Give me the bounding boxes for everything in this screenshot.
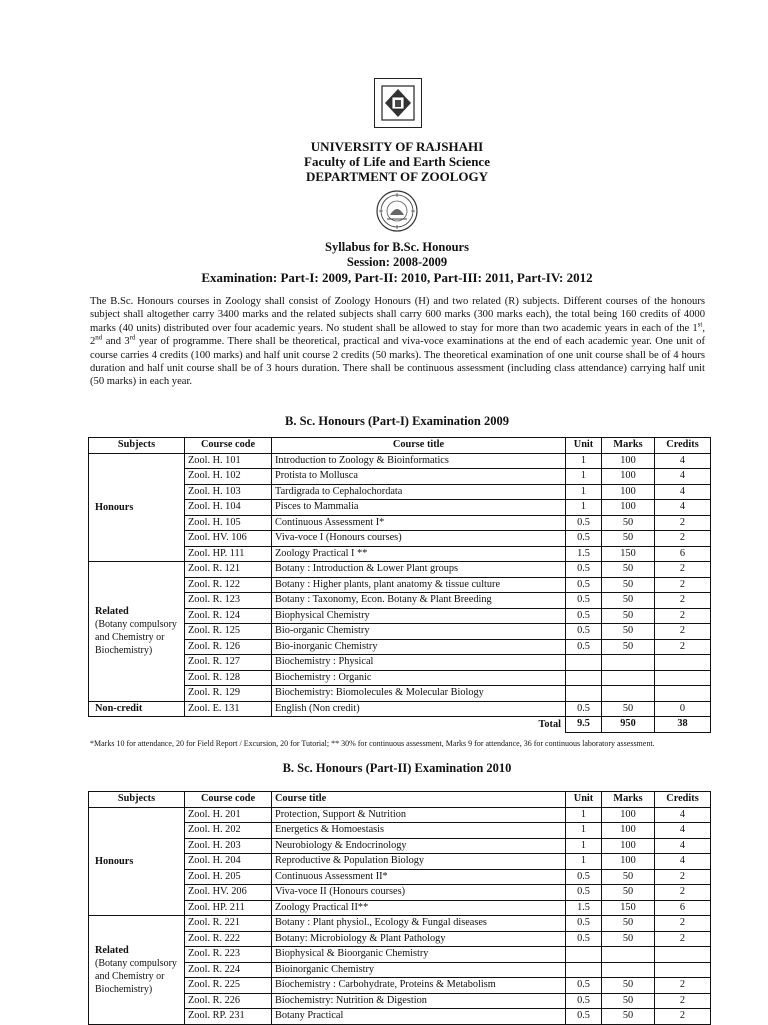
course-code: Zool. H. 205 [185, 869, 272, 885]
course-code: Zool. R. 123 [185, 593, 272, 609]
intro-sup-2: nd [95, 333, 103, 342]
course-title: Zoology Practical I ** [272, 546, 566, 562]
course-title: Biochemistry : Organic [272, 670, 566, 686]
course-code: Zool. R. 128 [185, 670, 272, 686]
credits-value: 2 [655, 931, 711, 947]
unit-value: 0.5 [566, 1009, 602, 1025]
course-code: Zool. R. 225 [185, 978, 272, 994]
intro-paragraph [90, 295, 705, 389]
course-code: Zool. H. 102 [185, 469, 272, 485]
intro-text-3: and 3 [102, 336, 130, 348]
marks-value [602, 670, 655, 686]
unit-value [566, 686, 602, 702]
course-code: Zool. H. 104 [185, 500, 272, 516]
subject-related [89, 916, 185, 1025]
table-header-row [89, 438, 711, 454]
marks-value: 50 [602, 869, 655, 885]
course-code: Zool. R. 223 [185, 947, 272, 963]
course-code: Zool. H. 204 [185, 854, 272, 870]
marks-value: 50 [602, 639, 655, 655]
marks-value [602, 655, 655, 671]
credits-value: 6 [655, 900, 711, 916]
subject-noncredit [89, 701, 185, 717]
credits-value: 2 [655, 531, 711, 547]
course-code: Zool. H. 103 [185, 484, 272, 500]
course-title: Botany Practical [272, 1009, 566, 1025]
subject-related [89, 562, 185, 702]
part2-table [88, 791, 711, 1025]
course-title: Zoology Practical II** [272, 900, 566, 916]
syllabus-session: Session: 2008-2009 [346, 255, 448, 269]
unit-value: 1 [566, 469, 602, 485]
marks-value: 100 [602, 854, 655, 870]
course-code: Zool. HV. 106 [185, 531, 272, 547]
course-title: Introduction to Zoology & Bioinformatics [272, 453, 566, 469]
syllabus-examination: Examination: Part-I: 2009, Part-II: 2010, Part-III: 2011, Part-IV: 2012 [201, 270, 593, 285]
subject-noncredit-label: Non-credit [95, 703, 143, 715]
course-title: Botany : Higher plants, plant anatomy & tissue culture [272, 577, 566, 593]
course-title: Tardigrada to Cephalochordata [272, 484, 566, 500]
course-code: Zool. R. 122 [185, 577, 272, 593]
header-course-title: Course title [272, 438, 566, 454]
credits-value: 2 [655, 869, 711, 885]
unit-value: 0.5 [566, 515, 602, 531]
credits-value: 4 [655, 453, 711, 469]
unit-value: 0.5 [566, 916, 602, 932]
marks-value: 50 [602, 931, 655, 947]
part1-table [88, 437, 711, 733]
faculty-name: Faculty of Life and Earth Science [304, 154, 490, 169]
header-credits: Credits [655, 438, 711, 454]
marks-value [602, 686, 655, 702]
unit-value: 0.5 [566, 869, 602, 885]
marks-value: 100 [602, 823, 655, 839]
marks-value: 150 [602, 546, 655, 562]
course-title: Biochemistry: Nutrition & Digestion [272, 993, 566, 1009]
institution-header [0, 139, 768, 184]
course-code: Zool. H. 105 [185, 515, 272, 531]
unit-value [566, 670, 602, 686]
unit-value: 0.5 [566, 885, 602, 901]
header-credits: Credits [655, 792, 711, 808]
course-code: Zool. R. 224 [185, 962, 272, 978]
course-title: Viva-voce I (Honours courses) [272, 531, 566, 547]
course-code: Zool. R. 124 [185, 608, 272, 624]
credits-value [655, 655, 711, 671]
course-code: Zool. R. 127 [185, 655, 272, 671]
course-code: Zool. H. 203 [185, 838, 272, 854]
table-row [89, 562, 711, 578]
unit-value: 1.5 [566, 546, 602, 562]
marks-value: 50 [602, 515, 655, 531]
course-title: Bioinorganic Chemistry [272, 962, 566, 978]
header-unit: Unit [566, 792, 602, 808]
credits-value: 2 [655, 562, 711, 578]
course-title: Continuous Assessment I* [272, 515, 566, 531]
syllabus-header [0, 240, 768, 285]
course-code: Zool. H. 201 [185, 807, 272, 823]
course-title: Viva-voce II (Honours courses) [272, 885, 566, 901]
credits-value: 2 [655, 608, 711, 624]
unit-value: 0.5 [566, 577, 602, 593]
total-row [89, 717, 711, 733]
credits-value [655, 670, 711, 686]
course-title: English (Non credit) [272, 701, 566, 717]
credits-value: 4 [655, 500, 711, 516]
subject-honours-label: Honours [95, 855, 134, 867]
course-code: Zool. E. 131 [185, 701, 272, 717]
header-course-title: Course title [272, 792, 566, 808]
marks-value: 50 [602, 1009, 655, 1025]
unit-value: 0.5 [566, 608, 602, 624]
credits-value: 4 [655, 484, 711, 500]
syllabus-title: Syllabus for B.Sc. Honours [325, 240, 469, 254]
unit-value: 0.5 [566, 624, 602, 640]
header-subjects: Subjects [89, 792, 185, 808]
university-logo [374, 78, 422, 128]
course-title: Energetics & Homoestasis [272, 823, 566, 839]
table-row [89, 916, 711, 932]
intro-sup-1: st [697, 320, 703, 329]
unit-value: 1 [566, 854, 602, 870]
part1-footnote: *Marks 10 for attendance, 20 for Field Report / Excursion, 20 for Tutorial; ** 30% for continuous assessment, Marks 9 for attendance, 36 for continuous laboratory assessment. [90, 739, 655, 748]
marks-value: 50 [602, 608, 655, 624]
course-title: Bio-organic Chemistry [272, 624, 566, 640]
marks-value: 50 [602, 562, 655, 578]
course-code: Zool. R. 221 [185, 916, 272, 932]
university-logo-icon [381, 85, 415, 121]
unit-value: 0.5 [566, 639, 602, 655]
marks-value: 100 [602, 807, 655, 823]
course-title: Neurobiology & Endocrinology [272, 838, 566, 854]
header-course-code: Course code [185, 438, 272, 454]
course-title: Bio-inorganic Chemistry [272, 639, 566, 655]
course-title: Botany: Microbiology & Plant Pathology [272, 931, 566, 947]
course-title: Continuous Assessment II* [272, 869, 566, 885]
unit-value: 0.5 [566, 993, 602, 1009]
unit-value [566, 655, 602, 671]
subject-related-note: (Botany compulsory and Chemistry or Biochemistry) [95, 619, 177, 657]
header-marks: Marks [602, 438, 655, 454]
marks-value: 50 [602, 916, 655, 932]
intro-text-4: year of programme. There shall be theoretical, practical and viva-voce examinations at the end of each academic year. One unit of course carries 4 credits (100 marks) and half unit course 2 credits (50 marks). The theoretical examination of one unit course shall be of 4 hours duration and half unit course shall be of 3 hours duration. There shall be continuous assessment (including class attendance) carrying half unit (50 marks) in each year. [90, 336, 705, 388]
table-row [89, 701, 711, 717]
header-subjects: Subjects [89, 438, 185, 454]
unit-value [566, 947, 602, 963]
marks-value [602, 962, 655, 978]
subject-honours [89, 453, 185, 562]
unit-value: 1.5 [566, 900, 602, 916]
course-title: Biochemistry : Carbohydrate, Proteins & Metabolism [272, 978, 566, 994]
total-marks: 950 [602, 717, 655, 733]
unit-value: 0.5 [566, 562, 602, 578]
subject-related-note: (Botany compulsory and Chemistry or Biochemistry) [95, 957, 177, 995]
credits-value [655, 962, 711, 978]
header-course-code: Course code [185, 792, 272, 808]
course-title: Biophysical & Bioorganic Chemistry [272, 947, 566, 963]
subject-honours [89, 807, 185, 916]
course-code: Zool. H. 101 [185, 453, 272, 469]
table-header-row [89, 792, 711, 808]
unit-value [566, 962, 602, 978]
department-name: DEPARTMENT OF ZOOLOGY [305, 169, 489, 184]
course-title: Botany : Taxonomy, Econ. Botany & Plant Breeding [272, 593, 566, 609]
credits-value: 4 [655, 469, 711, 485]
marks-value: 100 [602, 469, 655, 485]
unit-value: 0.5 [566, 978, 602, 994]
table-row [89, 453, 711, 469]
total-unit: 9.5 [566, 717, 602, 733]
unit-value: 1 [566, 807, 602, 823]
marks-value: 100 [602, 838, 655, 854]
department-seal-icon [375, 189, 419, 233]
marks-value: 50 [602, 624, 655, 640]
course-code: Zool. H. 202 [185, 823, 272, 839]
credits-value: 2 [655, 624, 711, 640]
subject-honours-label: Honours [95, 501, 134, 513]
credits-value: 4 [655, 854, 711, 870]
credits-value: 2 [655, 993, 711, 1009]
intro-sup-3: rd [129, 333, 136, 342]
marks-value: 50 [602, 885, 655, 901]
unit-value: 1 [566, 484, 602, 500]
marks-value: 50 [602, 978, 655, 994]
course-title: Biochemistry : Physical [272, 655, 566, 671]
marks-value: 50 [602, 701, 655, 717]
course-title: Biophysical Chemistry [272, 608, 566, 624]
marks-value: 100 [602, 453, 655, 469]
credits-value: 4 [655, 838, 711, 854]
university-name: UNIVERSITY OF RAJSHAHI [310, 139, 484, 154]
intro-text-1: The B.Sc. Honours courses in Zoology shall consist of Zoology Honours (H) and two related (R) subjects. Different courses of the honours subject shall altogether carry 3400 marks and the related subjects shall carry 600 marks (300 marks each), the total being 160 credits of 4000 marks (40 units) distributed over four academic years. No student shall be allowed to stay for more than two academic years in each of the 1 [90, 296, 705, 334]
credits-value: 0 [655, 701, 711, 717]
course-title: Reproductive & Population Biology [272, 854, 566, 870]
unit-value: 1 [566, 823, 602, 839]
header-marks: Marks [602, 792, 655, 808]
credits-value: 2 [655, 515, 711, 531]
credits-value: 4 [655, 807, 711, 823]
marks-value: 150 [602, 900, 655, 916]
marks-value: 100 [602, 484, 655, 500]
marks-value: 100 [602, 500, 655, 516]
course-code: Zool. R. 226 [185, 993, 272, 1009]
subject-related-label: Related [95, 944, 129, 956]
course-code: Zool. RP. 231 [185, 1009, 272, 1025]
course-title: Biochemistry: Biomolecules & Molecular Biology [272, 686, 566, 702]
course-code: Zool. HP. 111 [185, 546, 272, 562]
course-title: Protista to Mollusca [272, 469, 566, 485]
credits-value: 2 [655, 916, 711, 932]
credits-value: 4 [655, 823, 711, 839]
course-code: Zool. R. 129 [185, 686, 272, 702]
credits-value: 2 [655, 577, 711, 593]
course-code: Zool. R. 125 [185, 624, 272, 640]
marks-value: 50 [602, 577, 655, 593]
course-title: Pisces to Mammalia [272, 500, 566, 516]
course-code: Zool. R. 222 [185, 931, 272, 947]
unit-value: 0.5 [566, 531, 602, 547]
credits-value [655, 686, 711, 702]
marks-value: 50 [602, 593, 655, 609]
credits-value: 2 [655, 593, 711, 609]
unit-value: 1 [566, 500, 602, 516]
part1-title: B. Sc. Honours (Part-I) Examination 2009 [285, 414, 509, 428]
course-code: Zool. R. 126 [185, 639, 272, 655]
credits-value: 2 [655, 885, 711, 901]
total-credits: 38 [655, 717, 711, 733]
course-title: Botany : Plant physiol., Ecology & Fungal diseases [272, 916, 566, 932]
credits-value [655, 947, 711, 963]
marks-value: 50 [602, 993, 655, 1009]
credits-value: 6 [655, 546, 711, 562]
course-title: Botany : Introduction & Lower Plant groups [272, 562, 566, 578]
course-code: Zool. R. 121 [185, 562, 272, 578]
marks-value: 50 [602, 531, 655, 547]
unit-value: 0.5 [566, 931, 602, 947]
total-label: Total [89, 717, 566, 733]
unit-value: 0.5 [566, 701, 602, 717]
credits-value: 2 [655, 978, 711, 994]
course-code: Zool. HV. 206 [185, 885, 272, 901]
subject-related-label: Related [95, 606, 129, 618]
intro-text-2: , 2 [90, 322, 705, 348]
unit-value: 0.5 [566, 593, 602, 609]
credits-value: 2 [655, 639, 711, 655]
credits-value: 2 [655, 1009, 711, 1025]
course-title: Protection, Support & Nutrition [272, 807, 566, 823]
marks-value [602, 947, 655, 963]
header-unit: Unit [566, 438, 602, 454]
unit-value: 1 [566, 453, 602, 469]
table-row [89, 807, 711, 823]
unit-value: 1 [566, 838, 602, 854]
part2-title: B. Sc. Honours (Part-II) Examination 2010 [282, 761, 512, 775]
course-code: Zool. HP. 211 [185, 900, 272, 916]
